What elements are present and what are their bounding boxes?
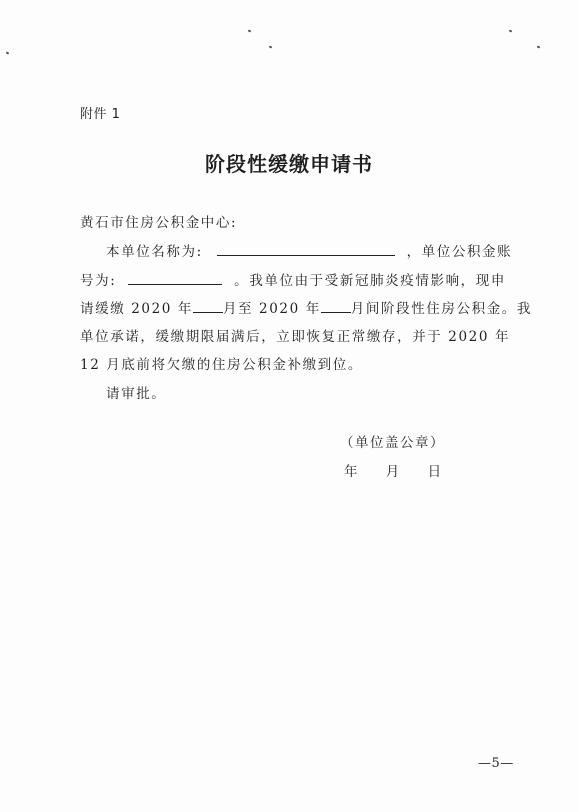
end-month-blank[interactable] bbox=[321, 299, 351, 313]
scan-speck bbox=[537, 45, 541, 48]
request-approval: 请审批。 bbox=[106, 386, 167, 402]
unit-name-label: 本单位名称为: bbox=[106, 244, 203, 260]
body-line-5: 12 月底前将欠缴的住房公积金补缴到位。 bbox=[80, 357, 363, 373]
body-line-1-tail: ，单位公积金账 bbox=[406, 244, 513, 260]
day-label: 日 bbox=[427, 464, 442, 480]
body-line-3-tail: 月间阶段性住房公积金。我 bbox=[350, 301, 532, 317]
scan-speck bbox=[509, 29, 513, 32]
defer-end-label: 月至 2020 年 bbox=[222, 301, 321, 317]
start-month-blank[interactable] bbox=[193, 299, 223, 313]
signature-date bbox=[344, 460, 441, 480]
account-label: 号为: bbox=[80, 273, 117, 289]
scan-speck bbox=[269, 45, 273, 48]
body-line-3 bbox=[80, 297, 532, 317]
year-label: 年 bbox=[344, 464, 358, 480]
body-line-2-tail: 。我单位由于受新冠肺炎疫情影响，现申 bbox=[234, 273, 506, 289]
addressee: 黄石市住房公积金中心: bbox=[80, 215, 238, 231]
scan-speck bbox=[248, 29, 252, 32]
body-line-4: 单位承诺，缓缴期限届满后，立即恢复正常缴存，并于 2020 年 bbox=[80, 329, 511, 345]
attachment-label: 附件 1 bbox=[80, 107, 121, 122]
defer-start-label: 请缓缴 2020 年 bbox=[80, 301, 193, 317]
month-label: 月 bbox=[385, 464, 400, 480]
company-seal-note: （单位盖公章） bbox=[340, 435, 445, 451]
account-number-blank[interactable] bbox=[128, 271, 222, 285]
body-line-2 bbox=[80, 269, 506, 289]
scan-speck bbox=[6, 51, 10, 54]
page-number: —5— bbox=[478, 756, 514, 771]
document-title: 阶段性缓缴申请书 bbox=[205, 152, 373, 176]
body-line-1 bbox=[106, 240, 512, 260]
unit-name-blank[interactable] bbox=[217, 242, 395, 256]
